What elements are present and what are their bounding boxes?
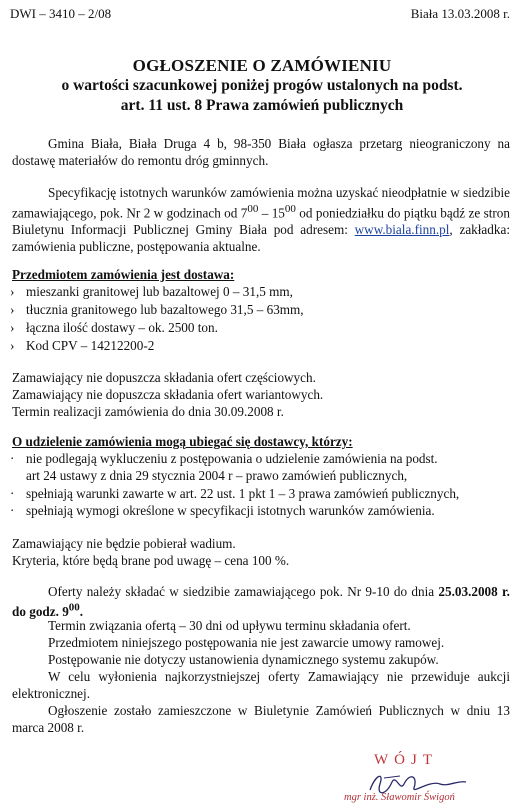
hour-from-sup: 00	[247, 203, 259, 215]
reference-number: DWI – 3410 – 2/08	[10, 6, 112, 21]
dot-bullet-icon: ·	[10, 486, 15, 501]
hour-to-sup: 00	[284, 203, 296, 215]
deadline-sup: 00	[68, 602, 80, 614]
publication-note: Ogłoszenie zostało zamieszczone w Biuletynie Zamówień Publicznych w dniu 13 marca 2008 r.	[12, 703, 510, 735]
intro-paragraph: Gmina Biała, Biała Druga 4 b, 98-350 Biała ogłasza przetarg nieograniczony na dostawę materiałów do remontu dróg gminnych.	[12, 136, 510, 168]
spec-text-end: , zakładka: zamówienia publiczne, postępowania aktualne.	[12, 222, 510, 255]
eligibility-item: · spełniają warunki zawarte w art. 22 ust. 1 pkt 1 – 3 prawa zamówień publicznych,	[10, 486, 460, 501]
document-subtitle-line2: art. 11 ust. 8 Prawa zamówień publicznych	[120, 97, 404, 114]
document-title: OGŁOSZENIE O ZAMÓWIENIU	[132, 56, 392, 75]
signature-block	[340, 752, 510, 810]
dot-bullet-icon: ·	[10, 503, 15, 518]
note-line: Przedmiotem niniejszego postępowania nie jest zawarcie umowy ramowej.	[48, 635, 445, 650]
condition-line: Zamawiający nie dopuszcza składania ofert częściowych.	[12, 370, 316, 385]
note-line: Postępowanie nie dotyczy ustanowienia dynamicznego systemu zakupów.	[48, 652, 439, 667]
subject-item: › Kod CPV – 14212200-2	[10, 338, 155, 353]
specification-paragraph	[12, 184, 510, 255]
spec-text-mid: – 15	[258, 205, 285, 221]
arrow-bullet-icon: ›	[10, 338, 15, 353]
arrow-bullet-icon: ›	[10, 302, 15, 317]
document-subtitle-line1: o wartości szacunkowej poniżej progów ustalonych na podst.	[61, 77, 463, 94]
bip-link[interactable]: www.biala.finn.pl	[354, 222, 450, 238]
subject-item: › łączna ilość dostawy – ok. 2500 ton.	[10, 320, 218, 335]
eligibility-item: · nie podlegają wykluczeniu z postępowania o udzielenie zamówienia na podst.	[10, 451, 438, 466]
arrow-bullet-icon: ›	[10, 284, 15, 299]
eligibility-heading: O udzielenie zamówienia mogą ubiegać się dostawcy, którzy:	[12, 434, 353, 449]
signer-name: mgr inż. Sławomir Świgoń	[344, 792, 455, 803]
arrow-bullet-icon: ›	[10, 320, 15, 335]
offers-text: Oferty należy składać w siedzibie zamawiającego pok. Nr 9-10 do dnia	[48, 584, 439, 599]
offers-deadline: 25.03.2008 r. do godz. $9^{00}$.	[12, 584, 510, 620]
auction-note: W celu wyłonienia najkorzystniejszej oferty Zamawiający nie przewiduje aukcji elektronicznej.	[12, 669, 510, 701]
wadium-line: Zamawiający nie będzie pobierał wadium.	[12, 536, 236, 551]
spec-text-after: od poniedziałku do piątku bądź ze stron Biuletynu Informacji Publicznej Gminy Biała pod adresem:	[12, 205, 510, 238]
criteria-line: Kryteria, które będą brane pod uwagę – cena 100 %.	[12, 553, 290, 568]
subject-item: › mieszanki granitowej lub bazaltowej 0 – 31,5 mm,	[10, 284, 293, 299]
eligibility-item: · spełniają wymogi określone w specyfikacji istotnych warunków zamówienia.	[10, 503, 435, 518]
spec-text-before: Specyfikację istotnych warunków zamówienia można uzyskać nieodpłatnie w siedzibie zamawiającego, pok. Nr 2 w godzinach od 7	[12, 185, 510, 221]
note-line: Termin związania ofertą – 30 dni od upływu terminu składania ofert.	[48, 618, 411, 633]
signature-stamp: WÓJT	[374, 752, 438, 768]
condition-line: Termin realizacji zamówienia do dnia 30.09.2008 r.	[12, 404, 284, 419]
subject-heading: Przedmiotem zamówienia jest dostawa:	[12, 267, 235, 282]
dot-bullet-icon: ·	[10, 451, 15, 466]
condition-line: Zamawiający nie dopuszcza składania ofert wariantowych.	[12, 387, 324, 402]
subject-item: › tłucznia granitowego lub bazaltowego 31,5 – 63mm,	[10, 302, 304, 317]
offers-paragraph	[12, 583, 510, 620]
place-date: Biała 13.03.2008 r.	[410, 6, 510, 21]
eligibility-item-continuation: art 24 ustawy z dnia 29 stycznia 2004 r – prawo zamówień publicznych,	[26, 468, 408, 483]
